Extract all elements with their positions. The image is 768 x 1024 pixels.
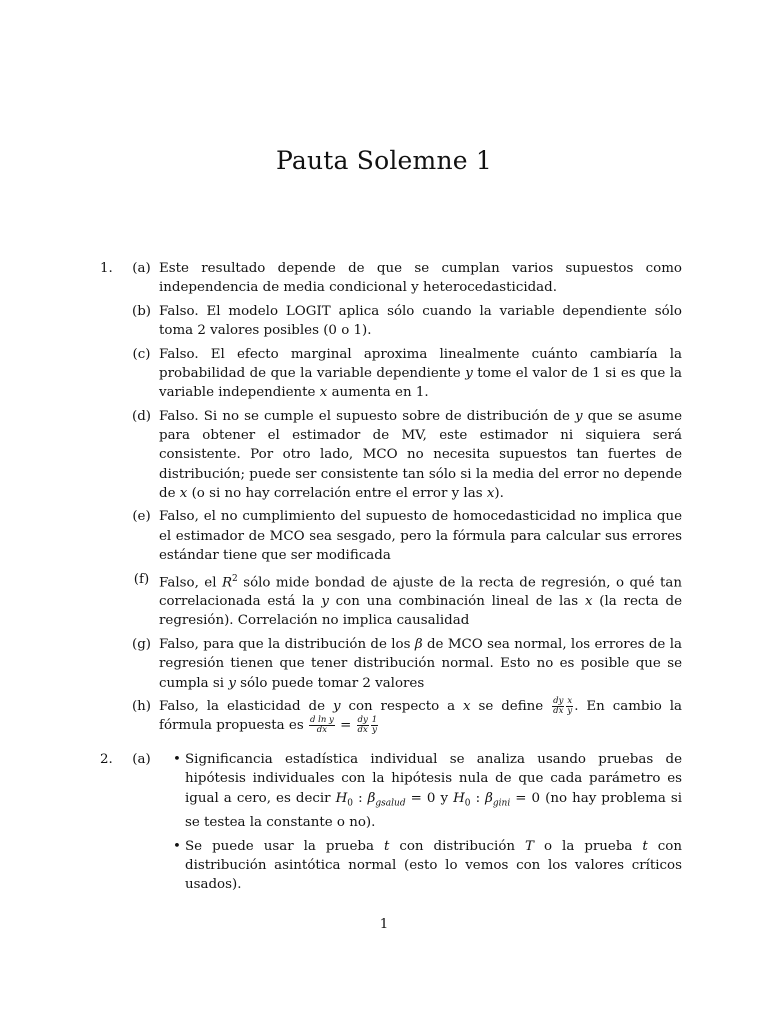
text-run: sólo mide bondad de ajuste de la recta de regresión, o qué tan correlacionada está la xyxy=(159,575,682,610)
math-var: y xyxy=(228,675,236,691)
page-number: 1 xyxy=(379,917,389,932)
answer-list xyxy=(124,750,682,903)
item-text xyxy=(159,570,682,631)
fraction-numerator: 1 xyxy=(371,715,378,726)
math-var: y xyxy=(332,699,341,715)
fraction-numerator: d ln y xyxy=(309,715,334,726)
item-text: Falso, el no cumplimiento del supuesto de homocedasticidad no implica que el estimador de MCO sea sesgado, pero la fórmula para calcular sus errores estándar tiene que ser modificada xyxy=(159,509,682,563)
text-run: . En cambio la fórmula propuesta es xyxy=(159,699,682,734)
text-run: = 0 y xyxy=(405,790,454,806)
item-text xyxy=(159,635,682,693)
text-run: Falso, el xyxy=(159,575,222,591)
text-run: con distribución asintótica normal (esto lo vemos con los valores críticos usados). xyxy=(185,838,682,893)
item-label: (e) xyxy=(132,509,151,525)
text-run: : xyxy=(470,790,486,806)
bullet-text xyxy=(185,837,682,895)
math-var: y xyxy=(465,366,473,382)
math-subscript xyxy=(375,798,405,808)
item-label: (a) xyxy=(132,752,151,768)
bullet-icon: • xyxy=(173,752,181,768)
text-run: Significancia estadística individual se analiza usando pruebas de hipótesis individuales con la hipótesis nula de que cada parámetro es igual a cero, es decir xyxy=(185,752,682,806)
answer-item xyxy=(124,750,682,898)
text-run: se define xyxy=(470,699,552,715)
answer-item xyxy=(124,570,682,631)
math-var: gsalud xyxy=(375,798,406,809)
math-superscript: 2 xyxy=(232,573,238,584)
bullet-item xyxy=(169,837,682,895)
math-var: T xyxy=(525,838,534,854)
math-fraction xyxy=(357,716,369,735)
math-var: R xyxy=(221,575,233,591)
math-var: x xyxy=(319,385,328,401)
text-run: sólo puede tomar 2 valores xyxy=(235,675,425,691)
math-fraction xyxy=(371,716,378,735)
text-run: Falso, para que la distribución de los xyxy=(159,637,415,653)
text-run: = 0 (no hay problema si se testea la constante o no). xyxy=(185,790,683,831)
fraction-numerator: x xyxy=(567,696,573,707)
text-run: : xyxy=(353,790,368,806)
math-var: β xyxy=(485,790,493,806)
answer-item xyxy=(124,697,682,735)
math-var: x xyxy=(463,699,471,715)
math-var: H xyxy=(453,790,465,806)
fraction-numerator: dy xyxy=(553,696,564,707)
math-var: y xyxy=(575,408,583,424)
math-fraction xyxy=(566,697,573,716)
math-var: H xyxy=(335,790,348,806)
math-var: gini xyxy=(492,798,511,809)
item-label: (b) xyxy=(131,303,152,319)
fraction-numerator: dy xyxy=(357,715,368,726)
bullet-text xyxy=(185,750,682,832)
fraction-denominator: dx xyxy=(316,725,328,736)
bullet-item xyxy=(169,750,682,832)
math-subscript: 0 xyxy=(464,798,471,809)
math-var: t xyxy=(383,838,390,854)
item-text: Este resultado depende de que se cumplan varios supuestos como independencia de media condicional y heterocedasticidad. xyxy=(159,261,682,296)
math-fraction xyxy=(309,716,335,735)
text-run: ). xyxy=(494,485,504,501)
answer-item xyxy=(124,635,682,693)
item-text: Falso. El modelo LOGIT aplica sólo cuando la variable dependiente sólo toma 2 valores posibles (0 o 1). xyxy=(159,303,682,339)
text-run: que se asume para obtener el estimador de MV, este estimador ni siquiera será consistente. Por otro lado, MCO no necesita supuestos tan fuertes de distribución; puede ser consistente tan sólo si la media del error no depende de xyxy=(159,408,682,501)
item-label: (f) xyxy=(133,571,150,587)
answer-item xyxy=(124,302,682,340)
question-2 xyxy=(100,750,682,903)
question-number: 1. xyxy=(100,261,113,276)
answer-item xyxy=(124,407,682,503)
math-var: x xyxy=(179,485,188,501)
answer-item xyxy=(124,345,682,403)
math-subscript xyxy=(493,798,510,808)
document-title: Pauta Solemne 1 xyxy=(275,146,493,175)
item-label: (a) xyxy=(132,261,151,276)
item-label: (d) xyxy=(131,408,152,424)
fraction-denominator: y xyxy=(372,725,377,736)
math-fraction xyxy=(552,697,564,716)
text-run: Falso. El efecto marginal aproxima linealmente cuánto cambiaría la probabilidad de que la variable dependiente xyxy=(159,346,682,382)
math-subscript: 0 xyxy=(347,798,354,809)
item-text xyxy=(159,345,682,403)
bullet-icon: • xyxy=(173,838,181,854)
text-run: Falso, la elasticidad de xyxy=(159,699,333,715)
fraction-denominator: y xyxy=(567,706,573,717)
item-text xyxy=(159,407,682,503)
math-var: β xyxy=(367,790,376,806)
item-label: (c) xyxy=(132,346,151,362)
fraction-denominator: dx xyxy=(553,706,564,717)
text-run: de MCO sea normal, los errores de la regresión tienen que tener distribución normal. Esto no es posible que se cumpla si xyxy=(159,637,682,691)
math-var: x xyxy=(584,594,593,610)
math-var: t xyxy=(642,838,648,854)
math-var: β xyxy=(414,637,423,653)
text-run: tome el valor de 1 si es que la variable independiente xyxy=(159,366,682,401)
item-label: (h) xyxy=(131,699,152,715)
text-run: (la recta de regresión). Correlación no implica causalidad xyxy=(159,594,682,629)
question-number: 2. xyxy=(100,752,113,768)
text-run: con una combinación lineal de las xyxy=(328,594,585,610)
answer-item xyxy=(124,507,682,565)
equals-sign: = xyxy=(335,718,356,734)
text-run: con distribución xyxy=(389,838,526,854)
text-run: o la prueba xyxy=(533,838,643,854)
answer-item xyxy=(124,259,682,297)
text-run: aumenta en 1. xyxy=(327,385,429,401)
text-run: (o si no hay correlación entre el error y las xyxy=(187,485,487,501)
item-text xyxy=(159,697,682,735)
math-var: x xyxy=(486,485,495,501)
question-1 xyxy=(100,259,682,740)
document-body xyxy=(100,259,682,903)
item-label: (g) xyxy=(131,637,152,653)
math-var: y xyxy=(321,594,329,610)
text-run: Falso. Si no se cumple el supuesto sobre de distribución de xyxy=(159,408,575,424)
fraction-denominator: dx xyxy=(357,725,368,736)
text-run: con respecto a xyxy=(340,699,464,715)
text-run: Se puede usar la prueba xyxy=(185,838,384,854)
answer-list xyxy=(124,259,682,740)
bullet-list xyxy=(159,750,682,898)
